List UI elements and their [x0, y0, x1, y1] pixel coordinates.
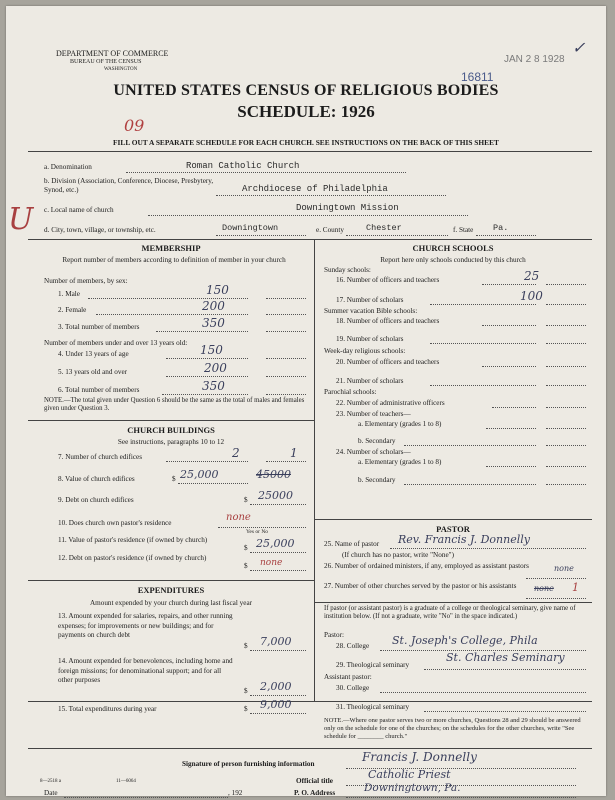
division-label: b. Division (Association, Conference, Diocese, Presbytery, Synod, etc.)	[44, 177, 214, 194]
q15-total-label: 15. Total expenditures during year	[58, 705, 157, 713]
denomination-value: Roman Catholic Church	[186, 161, 300, 171]
q28-label: 28. College	[336, 642, 370, 650]
sunday-schools-label: Sunday schools:	[324, 266, 371, 274]
instruction-banner: FILL OUT A SEPARATE SCHEDULE FOR EACH CHURCH. SEE INSTRUCTIONS ON THE BACK OF THIS SHEET	[113, 138, 499, 147]
q5-over13-label: 5. 13 years old and over	[58, 368, 128, 376]
denomination-label: a. Denomination	[44, 163, 92, 171]
form-code: 8—2518 a	[40, 779, 61, 784]
q25-pastor-name: Rev. Francis J. Donnelly	[398, 533, 530, 546]
city-town-label: d. City, town, village, or township, etc.	[44, 226, 156, 234]
q1-male-value: 150	[206, 283, 229, 297]
q1-male-label: 1. Male	[58, 290, 80, 298]
membership-heading: MEMBERSHIP	[141, 243, 201, 253]
membership-note: NOTE.—The total given under Question 6 should be the same as the total of males and females given under Question 3.	[44, 397, 305, 412]
bureau-label: BUREAU OF THE CENSUS	[70, 59, 142, 65]
q20-label: 20. Number of officers and teachers	[336, 358, 440, 366]
q27-value: none	[534, 584, 554, 593]
q5-over13-value: 200	[204, 361, 227, 375]
weekday-schools-label: Week-day religious schools:	[324, 347, 406, 355]
county-value: Chester	[366, 223, 402, 233]
schools-heading: CHURCH SCHOOLS	[412, 243, 494, 253]
margin-mark: U	[8, 202, 34, 237]
q8-value-label: 8. Value of church edifices	[58, 475, 135, 483]
q25-note: (If church has no pastor, write "None")	[342, 551, 454, 559]
q11-residence-value-label: 11. Value of pastor's residence (if owned by church)	[58, 536, 208, 544]
expenditures-heading: EXPENDITURES	[137, 585, 205, 595]
po-address-label: P. O. Address	[294, 789, 336, 797]
q23a-label: a. Elementary (grades 1 to 8)	[358, 420, 442, 428]
form-subtitle: SCHEDULE: 1926	[237, 102, 375, 121]
q26-value: none	[554, 564, 574, 573]
q16-value: 25	[524, 269, 540, 283]
q10-residence-value: none	[226, 512, 251, 523]
q21-label: 21. Number of scholars	[336, 377, 404, 385]
q3-total-value: 350	[202, 316, 225, 330]
expenditures-intro: Amount expended by your church during last fiscal year	[89, 599, 253, 607]
census-schedule-sheet	[6, 6, 606, 796]
signature-label: Signature of person furnishing information	[182, 760, 315, 768]
state-label: f. State	[453, 226, 474, 234]
q27-mark: 1	[572, 581, 579, 594]
q7-edifices-value-2: 1	[290, 446, 298, 460]
q14-dollar: $	[244, 687, 248, 695]
q12-dollar: $	[244, 562, 248, 570]
parochial-schools-label: Parochial schools:	[324, 388, 377, 396]
q16-label: 16. Number of officers and teachers	[336, 276, 440, 284]
stamp-number: 16811	[461, 70, 494, 84]
q9-dollar: $	[244, 496, 248, 504]
official-title-label: Official title	[296, 777, 333, 785]
print-code: 11—6064	[116, 779, 136, 784]
yes-no-hint: Yes or No	[246, 529, 269, 535]
q26-label: 26. Number of ordained ministers, if any, employed as assistant pastors	[324, 562, 529, 570]
q8-value-2: 45000	[256, 468, 291, 481]
buildings-heading: CHURCH BUILDINGS	[127, 425, 215, 435]
pastor-note: NOTE.—Where one pastor serves two or more churches, Questions 28 and 29 should be answered only on the schedule for one of the churches; on the schedules for the other churches, write "See schedule for ________ church."	[324, 717, 581, 740]
buildings-intro: See instructions, paragraphs 10 to 12	[117, 438, 225, 446]
q15-total-value: 9,000	[260, 698, 292, 711]
local-name-label: c. Local name of church	[44, 206, 114, 214]
division-value: Archdiocese of Philadelphia	[242, 184, 388, 194]
assistant-pastor-label: Assistant pastor:	[324, 673, 372, 681]
q12-residence-debt-label: 12. Debt on pastor's residence (if owned by church)	[58, 554, 207, 562]
q13-running-expenses-label: 13. Amount expended for salaries, repairs, and other running expenses; for improvements or new buildings; and for payments on church debt	[58, 612, 233, 639]
q17-value: 100	[520, 289, 543, 303]
q13-dollar: $	[244, 642, 248, 650]
q12-residence-debt-value: none	[260, 558, 283, 568]
check-mark-icon: ✓	[572, 38, 586, 57]
q29-seminary: St. Charles Seminary	[446, 651, 565, 664]
q31-label: 31. Theological seminary	[336, 703, 410, 711]
city-town-value: Downingtown	[222, 223, 279, 233]
department-label: DEPARTMENT OF COMMERCE	[56, 49, 169, 58]
q18-label: 18. Number of officers and teachers	[336, 317, 440, 325]
q8-value: 25,000	[180, 468, 219, 481]
date-year: , 192	[228, 789, 243, 797]
q24a-label: a. Elementary (grades 1 to 8)	[358, 458, 442, 466]
q2-female-value: 200	[202, 299, 225, 313]
q25-label: 25. Name of pastor	[324, 540, 380, 548]
local-name-value: Downingtown Mission	[296, 203, 399, 213]
q6-total-label: 6. Total number of members	[58, 386, 140, 394]
summer-schools-label: Summer vacation Bible schools:	[324, 307, 418, 315]
members-by-age-label: Number of members under and over 13 years old:	[44, 339, 188, 347]
pastor-heading: PASTOR	[436, 524, 470, 534]
form-title: UNITED STATES CENSUS OF RELIGIOUS BODIES	[113, 82, 499, 99]
stamp-date: JAN 2 8 1928	[504, 54, 565, 65]
q23b-label: b. Secondary	[358, 437, 396, 445]
q24b-label: b. Secondary	[358, 476, 396, 484]
q14-benevolences-label: 14. Amount expended for benevolences, including home and foreign missions; for denominational support; and for all other purposes	[58, 657, 233, 684]
q7-edifices-value: 2	[232, 446, 240, 460]
official-title-value: Catholic Priest	[368, 768, 451, 781]
q13-running-expenses-value: 7,000	[260, 635, 292, 648]
q24-label: 24. Number of scholars—	[336, 448, 411, 456]
membership-intro: Report number of members according to definition of member in your church	[62, 256, 286, 264]
q2-female-label: 2. Female	[58, 306, 87, 314]
q3-total-label: 3. Total number of members	[58, 323, 140, 331]
po-address-value: Downingtown, Pa.	[364, 782, 461, 794]
graduate-note: If pastor (or assistant pastor) is a graduate of a college or theological seminary, give name of institution below. (If not a graduate, write "No" in the space indicated.)	[324, 605, 576, 620]
q11-dollar: $	[244, 544, 248, 552]
q27-label: 27. Number of other churches served by the pastor or his assistants	[324, 582, 517, 590]
q6-total-value: 350	[202, 379, 225, 393]
q23-label: 23. Number of teachers—	[336, 410, 411, 418]
q4-under13-label: 4. Under 13 years of age	[58, 350, 129, 358]
q28-college: St. Joseph's College, Phila	[392, 634, 538, 647]
q11-residence-value: 25,000	[256, 537, 295, 550]
state-value: Pa.	[493, 223, 509, 233]
q17-label: 17. Number of scholars	[336, 296, 404, 304]
handwritten-code: 09	[124, 116, 145, 135]
q14-benevolences-value: 2,000	[260, 680, 292, 693]
q30-label: 30. College	[336, 684, 370, 692]
q4-under13-value: 150	[200, 343, 223, 357]
q29-label: 29. Theological seminary	[336, 661, 410, 669]
q7-edifices-label: 7. Number of church edifices	[58, 453, 143, 461]
q15-dollar: $	[244, 705, 248, 713]
city-label: WASHINGTON	[104, 67, 138, 72]
q19-label: 19. Number of scholars	[336, 335, 404, 343]
date-label: Date	[44, 789, 58, 797]
signature-value: Francis J. Donnelly	[362, 750, 477, 764]
q10-residence-label: 10. Does church own pastor's residence	[58, 519, 172, 527]
pastor-sub-label: Pastor:	[324, 631, 344, 639]
q9-debt-label: 9. Debt on church edifices	[58, 496, 134, 504]
q9-debt-value: 25000	[258, 489, 293, 502]
members-by-sex-label: Number of members, by sex:	[44, 277, 128, 285]
schools-intro: Report here only schools conducted by this church	[380, 256, 526, 264]
q22-label: 22. Number of administrative officers	[336, 399, 445, 407]
county-label: e. County	[316, 226, 344, 234]
q8-dollar: $	[172, 475, 176, 483]
